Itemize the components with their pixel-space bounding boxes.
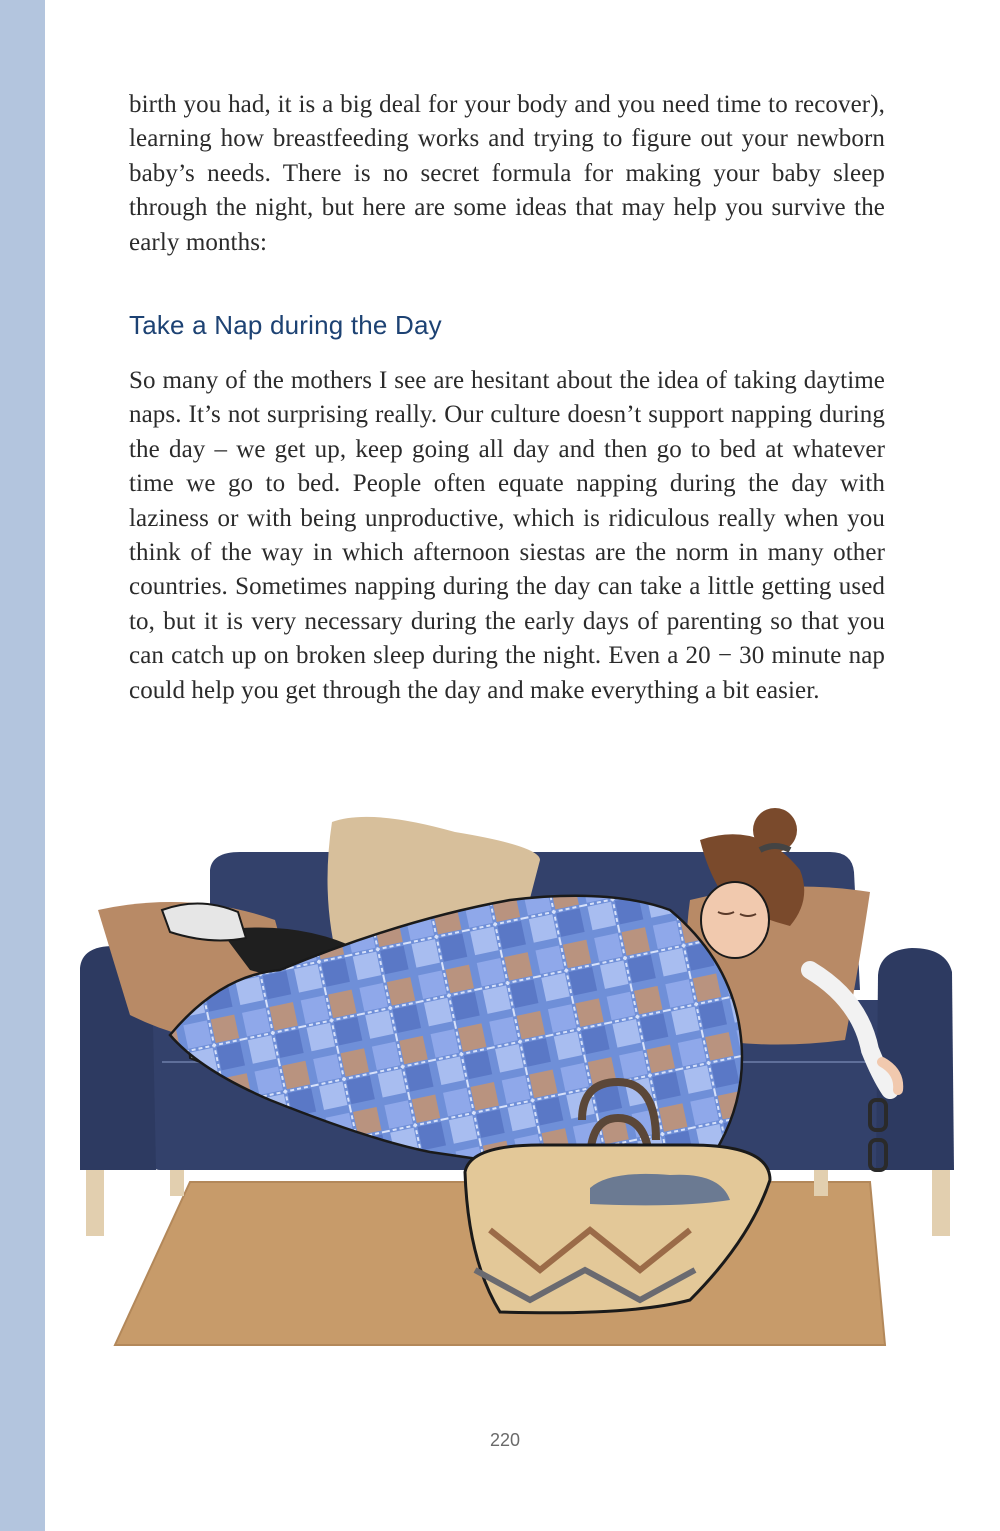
body-paragraph-nap: So many of the mothers I see are hesitant about the idea of taking daytime naps. It’s not surprising really. Our culture doesn’t support napping during the day – we get up, keep going all day and then go to bed at whatever time we go to bed. People often equate napping during the day with laziness or with being unproductive, which is ridiculous really when you think of the way in which afternoon siestas are the norm in many other countries. Sometimes napping during the day can take a little getting used to, but it is very necessary during the early days of parenting so that you can catch up on broken sleep during the night. Even a 20 − 30 minute nap could help you get through the day and make everything a bit easier. — [129, 367, 885, 704]
section-heading: Take a Nap during the Day — [129, 310, 442, 340]
face — [701, 882, 769, 958]
page-number: 220 — [489, 1430, 521, 1450]
body-paragraph-intro: birth you had, it is a big deal for your body and you need time to recover), learning how breastfeeding works and trying to figure out your newborn baby’s needs. There is no secret formula for making your baby sleep through the night, but here are some ideas that may help you survive the early months: — [129, 91, 885, 256]
page-edge-band — [0, 0, 45, 1531]
sofa-leg-left — [86, 1168, 104, 1236]
sofa-arm-right — [876, 948, 954, 1170]
sofa-leg-right — [932, 1168, 950, 1236]
napping-illustration — [70, 800, 960, 1360]
